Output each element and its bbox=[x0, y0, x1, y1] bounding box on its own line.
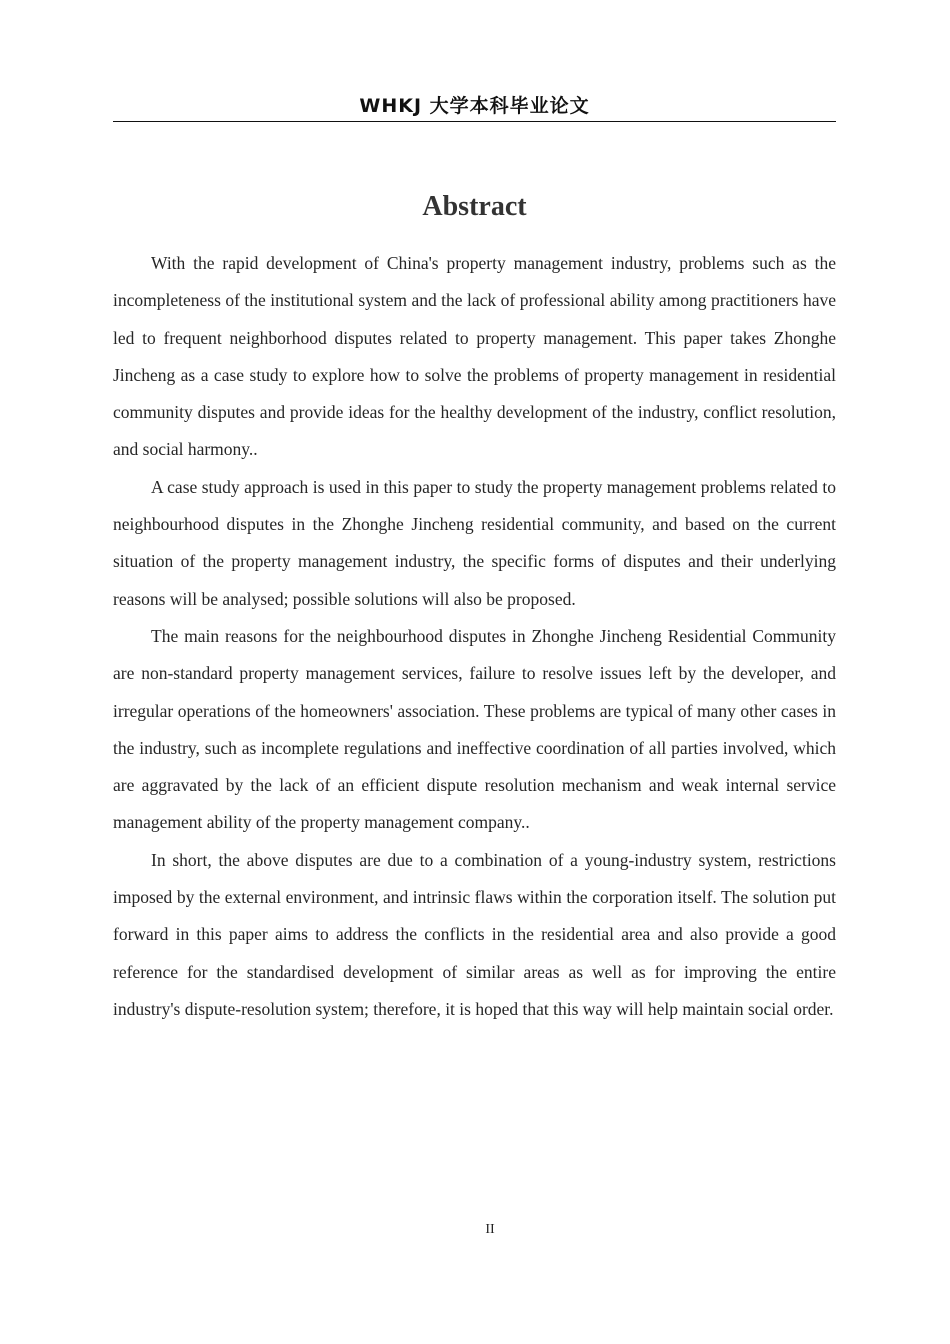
running-header: WHKJ 大学本科毕业论文 bbox=[359, 95, 590, 117]
abstract-paragraph-2: A case study approach is used in this paper to study the property management problems related to neighbourhood disputes in the Zhonghe Jincheng residential community, and based on the current situation of the property management industry, the specific forms of disputes and their underlying reasons will be analysed; possible solutions will also be proposed. bbox=[113, 476, 836, 609]
abstract-paragraph-1: With the rapid development of China's property management industry, problems such as the incompleteness of the institutional system and the lack of professional ability among practitioners have led to frequent neighborhood disputes related to property management. This paper takes Zhonghe Jincheng as a case study to explore how to solve the problems of property management in residential community disputes and provide ideas for the healthy development of the industry, conflict resolution, and social harmony.. bbox=[113, 253, 836, 460]
abstract-body bbox=[113, 245, 836, 1028]
abstract-title: Abstract bbox=[422, 190, 527, 222]
abstract-paragraph-3: The main reasons for the neighbourhood disputes in Zhonghe Jincheng Residential Community are non-standard property management services, failure to resolve issues left by the developer, and irregular operations of the homeowners' association. These problems are typical of many other cases in the industry, such as incomplete regulations and ineffective coordination of all parties involved, which are aggravated by the lack of an efficient dispute resolution mechanism and weak internal service management ability of the property management company.. bbox=[113, 625, 836, 833]
abstract-paragraph-4: In short, the above disputes are due to a combination of a young-industry system, restrictions imposed by the external environment, and intrinsic flaws within the corporation itself. The solution put forward in this paper aims to address the conflicts in the residential area and also provide a good reference for the standardised development of similar areas as well as for improving the entire industry's dispute-resolution system; therefore, it is hoped that this way will help maintain social order. bbox=[113, 849, 836, 1019]
header-rule bbox=[113, 121, 836, 122]
page-number: II bbox=[485, 1222, 495, 1237]
